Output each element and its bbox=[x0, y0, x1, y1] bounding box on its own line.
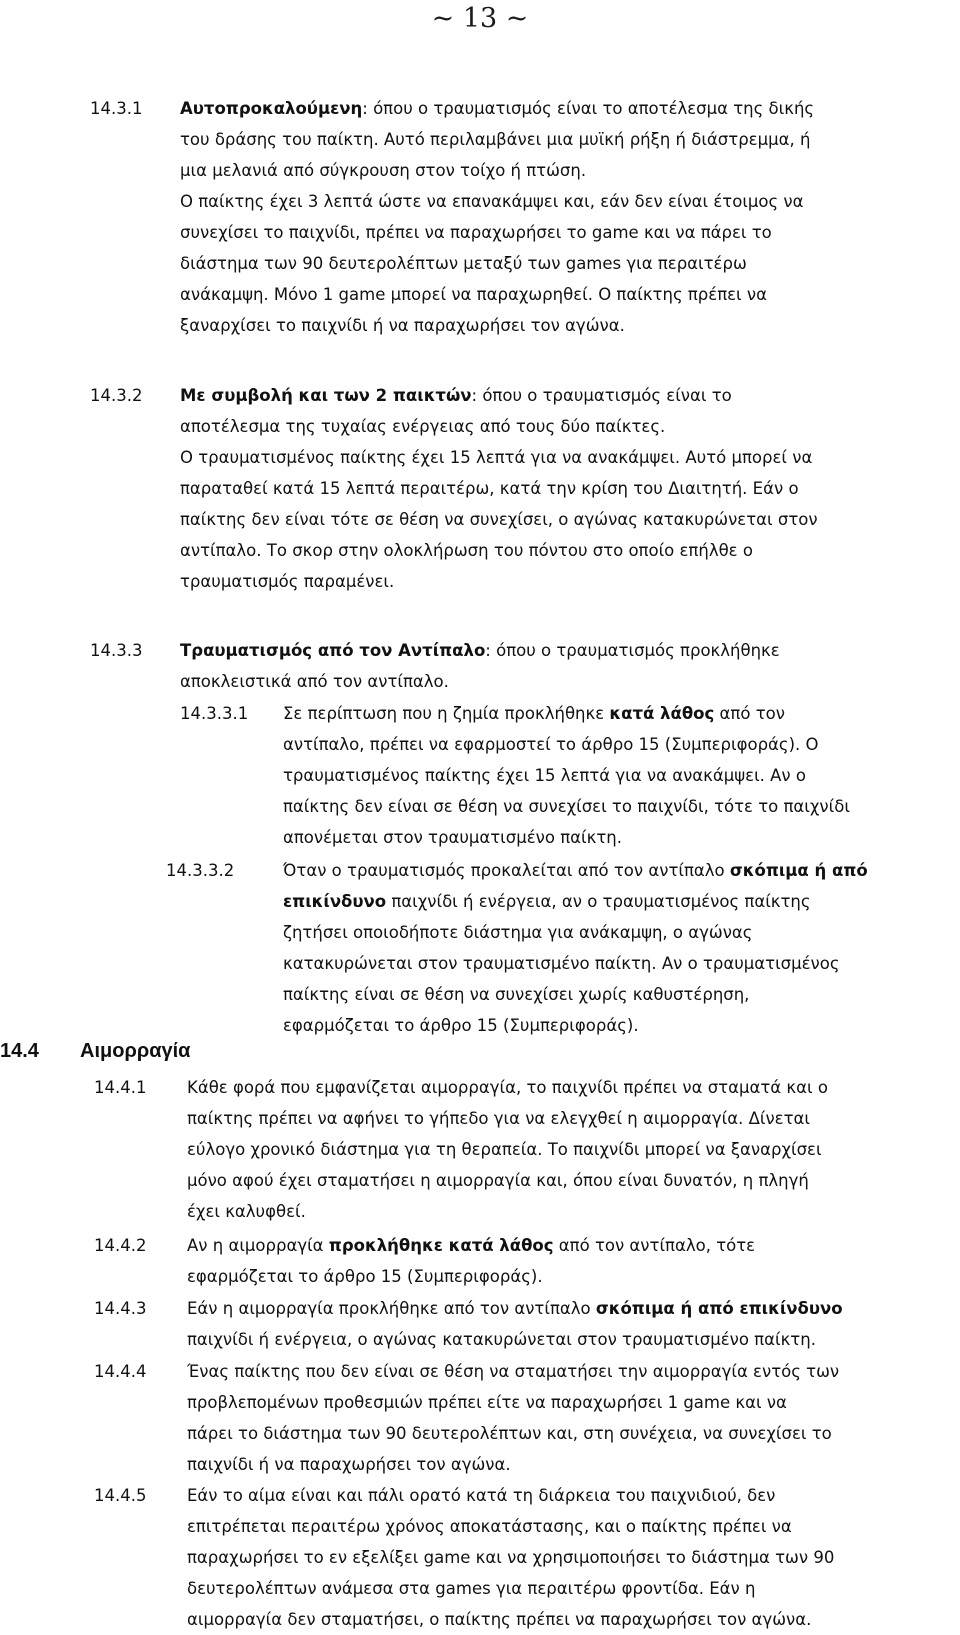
section-title: Αιμορραγία bbox=[80, 1040, 191, 1062]
emphasis: σκόπιμα ή από bbox=[729, 861, 868, 880]
rule-body: Αυτοπροκαλούμενη: όπου ο τραυματισμός είναι το αποτέλεσμα της δικής του δράσης του παίκτη. Αυτό περιλαμβάνει μια μυϊκή ρήξη ή διάστρεμμα, ή μια μελανιά από σύγκρουση στον τοίχο ή πτώση. Ο παίκτης έχει 3 λεπτά ώστε να επανακάμψει και, εάν δεν είναι έτοιμος να συνεχίσει το παιχνίδι, πρέπει να παραχωρήσει το game και να πάρει το διάστημα των 90 δευτερολέπτων μεταξύ των games για περαιτέρω ανάκαμψη. Μόνο 1 game μπορεί να παραχωρηθεί. Ο παίκτης πρέπει να ξαναρχίσει το παιχνίδι ή να παραχωρήσει τον αγώνα. bbox=[180, 99, 815, 335]
rule-number: 14.3.2 bbox=[90, 386, 143, 405]
emphasis: προκλήθηκε κατά λάθος bbox=[328, 1236, 554, 1255]
rule-number: 14.3.1 bbox=[90, 99, 143, 118]
section-number: 14.4 bbox=[0, 1040, 39, 1062]
rule-title: Τραυματισμός από τον Αντίπαλο bbox=[180, 641, 486, 660]
rule-body: Αν η αιμορραγία προκλήθηκε κατά λάθος από τον αντίπαλο, τότε εφαρμόζεται το άρθρο 15 (Συμπεριφοράς). bbox=[187, 1236, 756, 1286]
rule-body: Εάν το αίμα είναι και πάλι ορατό κατά τη διάρκεια του παιχνιδιού, δεν επιτρέπεται περαιτέρω χρόνος αποκατάστασης, και ο παίκτης πρέπει να παραχωρήσει το εν εξελίξει game και να χρησιμοποιήσει το διάστημα των 90 δευτερολέπτων ανάμεσα στα games για περαιτέρω φροντίδα. Εάν η αιμορραγία δεν σταματήσει, ο παίκτης πρέπει να παραχωρήσει τον αγώνα. bbox=[187, 1486, 835, 1629]
rule-number: 14.4.2 bbox=[94, 1236, 147, 1255]
rule-number: 14.4.1 bbox=[94, 1078, 147, 1097]
rule-number: 14.4.3 bbox=[94, 1299, 147, 1318]
rule-title: Με συμβολή και των 2 παικτών bbox=[180, 386, 472, 405]
rule-number: 14.4.4 bbox=[94, 1362, 147, 1381]
rule-number: 14.3.3.2 bbox=[166, 861, 235, 880]
page-number: ~ 13 ~ bbox=[431, 3, 529, 34]
rule-body: Ένας παίκτης που δεν είναι σε θέση να σταματήσει την αιμορραγία εντός των προβλεπομένων προθεσμιών πρέπει είτε να παραχωρήσει 1 game και να πάρει το διάστημα των 90 δευτερολέπτων και, στη συνέχεια, να συνεχίσει το παιχνίδι ή να παραχωρήσει τον αγώνα. bbox=[187, 1362, 840, 1474]
rule-number: 14.3.3.1 bbox=[180, 704, 249, 723]
rule-title: Αυτοπροκαλούμενη bbox=[180, 99, 363, 118]
rule-body: Κάθε φορά που εμφανίζεται αιμορραγία, το παιχνίδι πρέπει να σταματά και ο παίκτης πρέπει να αφήνει το γήπεδο για να ελεγχθεί η αιμορραγία. Δίνεται εύλογο χρονικό διάστημα για τη θεραπεία. Το παιχνίδι μπορεί να ξαναρχίσει μόνο αφού έχει σταματήσει η αιμορραγία και, όπου είναι δυνατόν, η πληγή έχει καλυφθεί. bbox=[187, 1078, 828, 1221]
rule-body: Τραυματισμός από τον Αντίπαλο: όπου ο τραυματισμός προκλήθηκε αποκλειστικά από τον αντίπαλο. bbox=[180, 641, 780, 691]
rule-body: Με συμβολή και των 2 παικτών: όπου ο τραυματισμός είναι το αποτέλεσμα της τυχαίας ενέργειας από τους δύο παίκτες. Ο τραυματισμένος παίκτης έχει 15 λεπτά για να ανακάμψει. Αυτό μπορεί να παραταθεί κατά 15 λεπτά περαιτέρω, κατά την κρίση του Διαιτητή. Εάν ο παίκτης δεν είναι τότε σε θέση να συνεχίσει, ο αγώνας κατακυρώνεται στον αντίπαλο. Το σκορ στην ολοκλήρωση του πόντου στο οποίο επήλθε ο τραυματισμός παραμένει. bbox=[180, 386, 818, 591]
emphasis: σκόπιμα ή από επικίνδυνο bbox=[595, 1299, 843, 1318]
rule-body: Εάν η αιμορραγία προκλήθηκε από τον αντίπαλο σκόπιμα ή από επικίνδυνο παιχνίδι ή ενέργεια, ο αγώνας κατακυρώνεται στον τραυματισμένο παίκτη. bbox=[187, 1299, 843, 1349]
rule-body: Σε περίπτωση που η ζημία προκλήθηκε κατά λάθος από τον αντίπαλο, πρέπει να εφαρμοστεί το άρθρο 15 (Συμπεριφοράς). Ο τραυματισμένος παίκτης έχει 15 λεπτά για να ανακάμψει. Αν ο παίκτης δεν είναι σε θέση να συνεχίσει το παιχνίδι, τότε το παιχνίδι απονέμεται στον τραυματισμένο παίκτη. bbox=[283, 704, 850, 847]
rule-number: 14.3.3 bbox=[90, 641, 143, 660]
rule-body: Όταν ο τραυματισμός προκαλείται από τον αντίπαλο σκόπιμα ή από επικίνδυνο παιχνίδι ή ενέργεια, αν ο τραυματισμένος παίκτης ζητήσει οποιοδήποτε διάστημα για ανάκαμψη, ο αγώνας κατακυρώνεται στον τραυματισμένο παίκτη. Αν ο τραυματισμένος παίκτης είναι σε θέση να συνεχίσει χωρίς καθυστέρηση, εφαρμόζεται το άρθρο 15 (Συμπεριφοράς). bbox=[283, 861, 868, 1035]
rule-number: 14.4.5 bbox=[94, 1486, 147, 1505]
emphasis: επικίνδυνο bbox=[283, 892, 387, 911]
emphasis: κατά λάθος bbox=[609, 704, 715, 723]
